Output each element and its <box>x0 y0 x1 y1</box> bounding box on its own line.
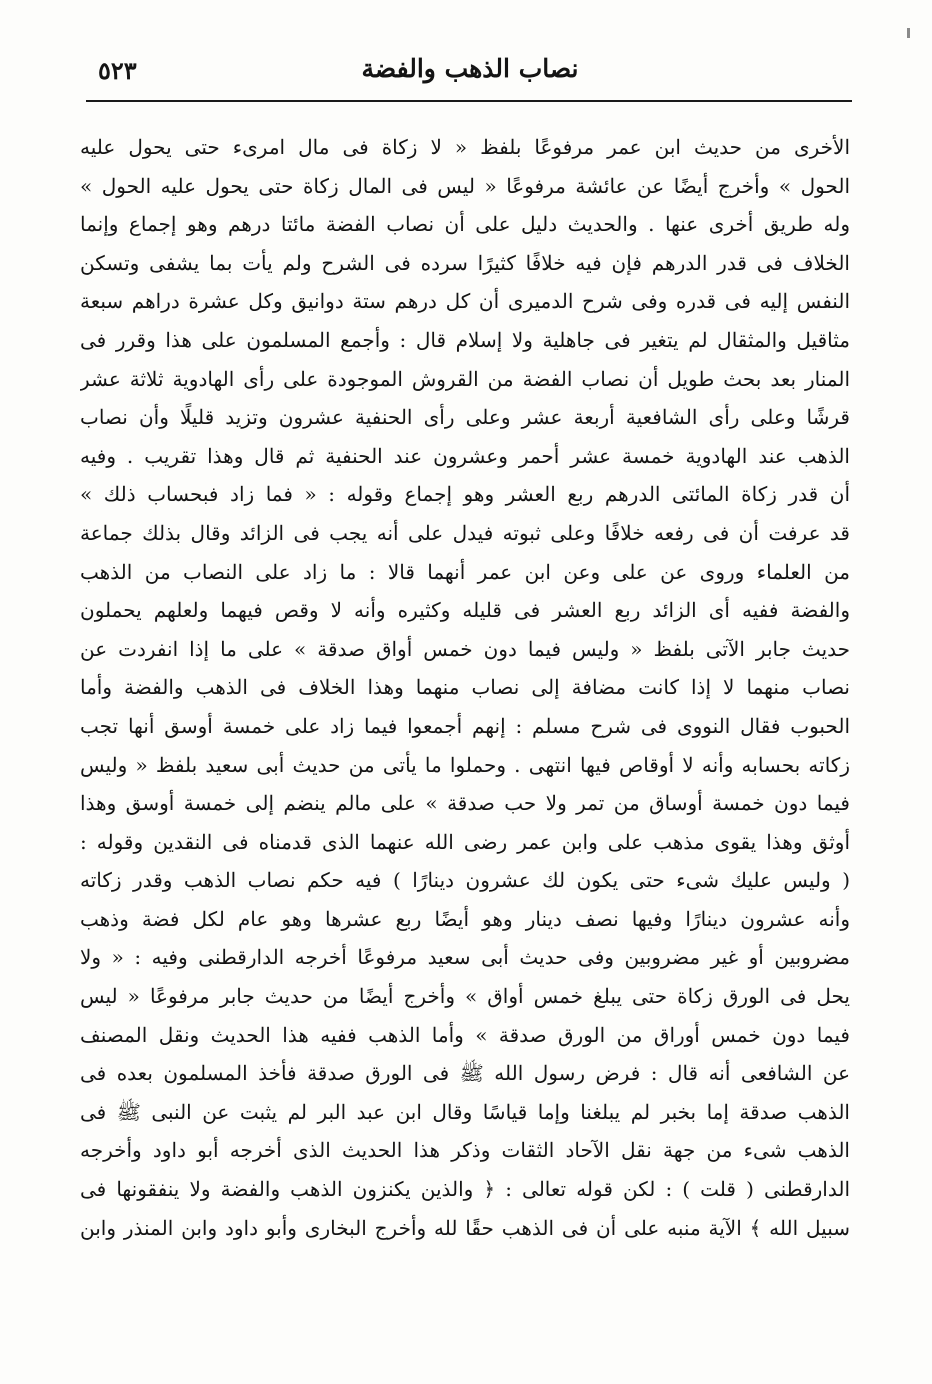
text-line: عن الشافعى أنه قال : فرض رسول الله ﷺ فى الورق صدقة فأخذ المسلمون بعده فى <box>80 1061 850 1086</box>
body-text <box>80 128 850 1247</box>
text-line: الحبوب فقال النووى فى شرح مسلم : إنهم أجمعوا فيما زاد على خمسة أوسق أنها تجب <box>80 713 850 738</box>
text-line: المنار بعد بحث طويل أن نصاب الفضة من القروش الموجودة على رأى الهادوية ثلاثة عشر <box>80 366 850 391</box>
text-line: أوثق وهذا يقوى مذهب على وابن عمر رضى الله عنهما الذى قدمناه فى النقدين وقوله : <box>80 829 850 854</box>
page-number: ٥٢٣ <box>98 56 137 85</box>
page-header <box>90 52 850 96</box>
header-divider <box>86 100 852 102</box>
running-title: نصاب الذهب والفضة <box>361 54 579 83</box>
text-line: من العلماء وروى عن على وعن ابن عمر أنهما قالا : ما زاد على النصاب من الذهب <box>80 559 850 584</box>
text-line: الأخرى من حديث ابن عمر مرفوعًا بلفظ « لا زكاة فى مال امرىء حتى يحول عليه <box>80 135 850 159</box>
text-line: قرشًا وعلى رأى الشافعية أربعة عشر وعلى رأى الحنفية عشرون وتزيد قليلًا وأن نصاب <box>80 405 850 430</box>
text-line: الدارقطنى ( قلت ) : لكن قوله تعالى : ﴿ والذين يكنزون الذهب والفضة ولا ينفقونها فى <box>80 1177 850 1202</box>
margin-mark <box>907 28 910 38</box>
text-line: أن قدر زكاة المائتى الدرهم ربع العشر وهو إجماع وقوله : « فما زاد فبحساب ذلك » <box>80 482 850 507</box>
text-line: مضروبين أو غير مضروبين وفى حديث أبى سعيد مرفوعًا أخرجه الدارقطنى وفيه : « ولا <box>80 945 850 970</box>
text-line: قد عرفت أن فى رفعه خلافًا وعلى ثبوته فيدل على أنه يجب فى الزائد وقال بذلك جماعة <box>80 520 850 545</box>
text-line: مثاقيل والمثقال لم يتغير فى جاهلية ولا إسلام قال : وأجمع المسلمون على هذا وقرر فى <box>80 327 850 352</box>
text-line: الذهب شىء من جهة نقل الآحاد الثقات وذكر هذا الحديث الذى أخرجه أبو داود وأخرجه <box>80 1138 850 1163</box>
text-line: ( وليس عليك شىء حتى يكون لك عشرون دينارًا ) فيه حكم نصاب الذهب وقدر زكاته <box>80 868 850 893</box>
text-line: الحول » وأخرج أيضًا عن عائشة مرفوعًا « ليس فى المال زكاة حتى يحول عليه الحول » <box>80 173 850 198</box>
text-line: وأنه عشرون دينارًا وفيها نصف دينار وهو أيضًا ربع عشرها وهو عام لكل فضة وذهب <box>80 906 850 931</box>
text-line: الخلاف فى قدر الدرهم فإن فيه خلافًا كثيرًا سرده فى الشرح ولم يأت بما يشفى وتسكن <box>80 250 850 275</box>
text-line: حديث جابر الآتى بلفظ « وليس فيما دون خمس أواق صدقة » على ما إذا انفردت عن <box>80 636 850 661</box>
text-line: زكاته بحسابه وأنه لا أوقاص فيها انتهى . وحملوا ما يأتى من حديث أبى سعيد بلفظ « وليس <box>80 752 850 777</box>
text-line: والفضة ففيه أى الزائد ربع العشر فى قليله وكثيره وأنه لا وقص فيهما ولعلهم يحملون <box>80 598 850 623</box>
text-line: الذهب صدقة إما بخبر لم يبلغنا وإما قياسًا وقال ابن عبد البر لم يثبت عن النبى ﷺ فى <box>80 1099 850 1124</box>
text-line: فيما دون خمس أوراق من الورق صدقة » وأما الذهب ففيه هذا الحديث ونقل المصنف <box>80 1022 850 1047</box>
text-line: الذهب عند الهادوية خمسة عشر أحمر وعشرون عند الحنفية ثم قال وهذا تقريب . وفيه <box>80 443 850 468</box>
text-line: فيما دون خمسة أوساق من تمر ولا حب صدقة » على مالم ينضم إلى خمسة أوسق وهذا <box>80 791 850 816</box>
text-line: النفس إليه فى قدره وفى شرح الدميرى أن كل درهم ستة دوانيق وكل عشرة دراهم سبعة <box>80 289 850 314</box>
text-line: سبيل الله ﴾ الآية منبه على أن فى الذهب حقًا لله وأخرج البخارى وأبو داود وابن المنذر وابن <box>80 1215 850 1240</box>
text-line: وله طريق أخرى عنها . والحديث دليل على أن نصاب الفضة مائتا درهم وهو إجماع وإنما <box>80 212 850 237</box>
text-line: نصاب منهما لا إذا كانت مضافة إلى نصاب منهما وهذا الخلاف فى الذهب والفضة وأما <box>80 675 850 700</box>
text-line: يحل فى الورق زكاة حتى يبلغ خمس أواق » وأخرج أيضًا من حديث جابر مرفوعًا « ليس <box>80 984 850 1009</box>
